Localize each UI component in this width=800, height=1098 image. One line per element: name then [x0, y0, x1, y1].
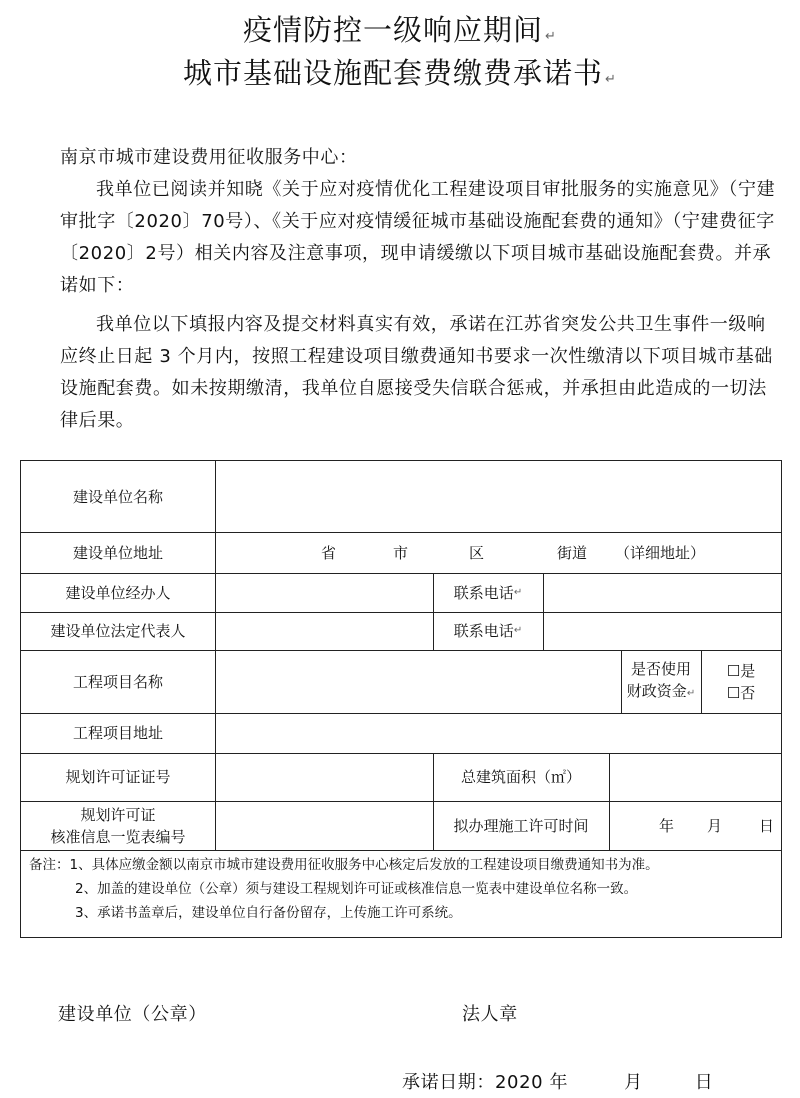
- fiscal-no-checkbox[interactable]: ☐否: [726, 683, 756, 702]
- notes: [29, 853, 779, 925]
- note-2: 2、加盖的建设单位（公章）须与建设工程规划许可证或核准信息一览表中建设单位名称一致。: [75, 881, 638, 897]
- commitment-form-table: [20, 460, 782, 938]
- note-1: 备注：1、具体应缴金额以南京市城市建设费用征收服务中心核定后发放的工程建设项目缴费通知书为准。: [29, 857, 659, 873]
- unit-name-label: 建设单位名称: [72, 487, 163, 506]
- handler-label: 建设单位经办人: [65, 583, 171, 602]
- handler-phone-label: 联系电话 ↵: [453, 583, 523, 602]
- legal-rep-label: 建设单位法定代表人: [50, 622, 186, 640]
- note-3: 3、承诺书盖章后，建设单位自行备份留存，上传施工许可系统。: [75, 905, 462, 921]
- project-address-field[interactable]: [215, 713, 781, 753]
- address-district: 区: [469, 543, 485, 562]
- paragraph-commitment: 我单位以下填报内容及提交材料真实有效，承诺在江苏省突发公共卫生事件一级响应终止日起 3 个月内，按照工程建设项目缴费通知书要求一次性缴清以下项目城市基础设施配套费。如未按期缴清，我单位自愿接受失信联合惩戒，并承担由此造成的一切法律后果。: [60, 314, 773, 431]
- commitment-date: 承诺日期：2020 年 月 日: [402, 1072, 714, 1093]
- unit-address-field[interactable]: [215, 532, 781, 573]
- unit-name-field[interactable]: [215, 461, 781, 532]
- handler-field[interactable]: [215, 573, 433, 612]
- address-detail: （详细地址）: [615, 543, 706, 562]
- paragraph-acknowledgement: 我单位已阅读并知晓《关于应对疫情优化工程建设项目审批服务的实施意见》（宁建审批字〔2020〕70号）、《关于应对疫情缓征城市基础设施配套费的通知》（宁建费征字〔2020〕2号）相关内容及注意事项，现申请缓缴以下项目城市基础设施配套费。并承诺如下：: [60, 179, 776, 296]
- date-month-label: 月: [707, 816, 723, 835]
- fiscal-funds-options: [701, 650, 781, 713]
- address-street: 街道: [557, 543, 588, 562]
- handler-phone-field[interactable]: [543, 573, 781, 612]
- legal-rep-phone-field[interactable]: [543, 612, 781, 650]
- date-day-label: 日: [759, 816, 775, 835]
- permit-list-label: 规划许可证 核准信息一览表编号: [50, 805, 186, 846]
- document-title-line1: 疫情防控一级响应期间 ↵: [243, 13, 557, 47]
- legal-rep-phone-label: 联系电话 ↵: [453, 622, 523, 640]
- project-address-label: 工程项目地址: [72, 724, 163, 742]
- unit-address-label: 建设单位地址: [72, 543, 163, 562]
- permit-list-field[interactable]: [215, 801, 433, 850]
- construction-time-label: 拟办理施工许可时间: [453, 816, 589, 835]
- fiscal-yes-checkbox[interactable]: ☐是: [726, 661, 756, 680]
- construction-time-field[interactable]: [609, 801, 781, 850]
- address-city: 市: [393, 543, 409, 562]
- fiscal-funds-label: 是否使用 财政资金↵: [626, 660, 696, 700]
- total-area-label: 总建筑面积（㎡）: [460, 768, 581, 786]
- document-title-line2: 城市基础设施配套费缴费承诺书 ↵: [183, 56, 617, 90]
- total-area-field[interactable]: [609, 753, 781, 801]
- address-province: 省: [321, 543, 337, 562]
- permit-number-label: 规划许可证证号: [65, 768, 171, 786]
- legal-rep-field[interactable]: [215, 612, 433, 650]
- project-name-label: 工程项目名称: [72, 672, 163, 691]
- project-name-field[interactable]: [215, 650, 621, 713]
- unit-seal-label: 建设单位（公章）: [58, 1004, 207, 1025]
- date-year-label: 年: [659, 816, 675, 835]
- addressee: 南京市城市建设费用征收服务中心：: [60, 147, 358, 168]
- legal-seal-label: 法人章: [462, 1004, 518, 1025]
- permit-number-field[interactable]: [215, 753, 433, 801]
